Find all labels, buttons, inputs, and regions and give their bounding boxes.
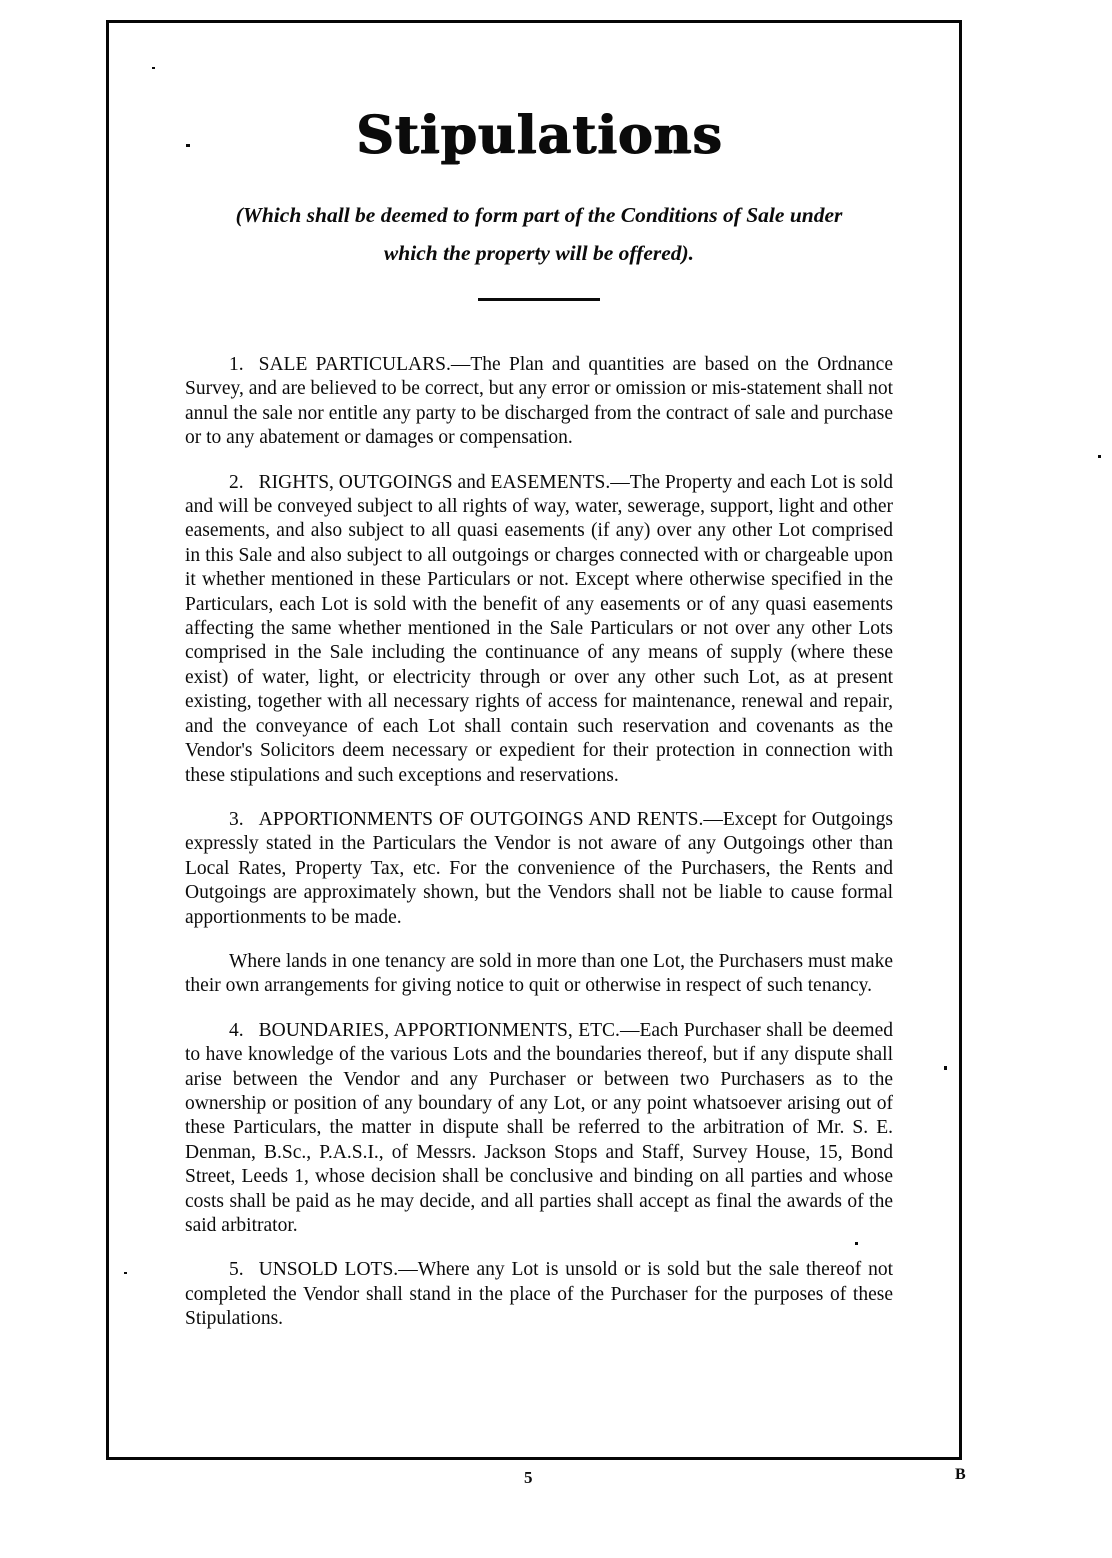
paragraph-number: 1. [229,354,244,375]
subtitle-line-2: which the property will be offered). [383,241,695,265]
paragraph-body: —Each Purchaser shall be deemed to have knowledge of the various Lots and the boundaries thereof, but if any dispute shall arise between the Vendor and any Purchaser or between two Purchasers as to the ownership or position of any boundary of any Lot, or any point whatsoever arising out of these Particulars, the matter in dispute shall be referred to the arbitration of Mr. S. E. Denman, B.Sc., P.A.S.I., of Messrs. Jackson Stops and Staff, Survey House, 15, Bond Street, Leeds 1, whose decision shall be conclusive and binding on all parties and whose costs shall be paid as he may decide, and all parties shall accept as final the awards of the said arbitrator. [185,1019,893,1236]
stipulation-paragraph-3 [185,808,893,930]
paragraph-number: 5. [229,1259,244,1281]
subtitle-line-1: (Which shall be deemed to form part of the Conditions of Sale under [235,203,843,227]
scan-speck [944,1066,947,1070]
stipulation-paragraph-5 [185,1258,893,1331]
paragraph-heading: APPORTIONMENTS OF OUTGOINGS AND RENTS. [258,808,704,830]
scan-speck [152,67,155,69]
printers-mark: B [955,1466,967,1483]
paragraph-body: —Except for Outgoings expressly stated in the Particulars the Vendor is not aware of any Outgoings other than Local Rates, Property Tax, etc. For the convenience of the Purchasers, the Rents and Outgoings are approximately shown, but the Vendors shall not be liable to cause formal apportionments to be made. [185,808,893,928]
divider-rule [478,298,600,301]
page-border-frame [106,20,962,1460]
stipulation-paragraph-4 [185,1019,893,1239]
paragraph-body: —Where any Lot is unsold or is sold but the sale thereof not completed the Vendor shall stand in the place of the Purchaser for the purposes of these Stipulations. [185,1259,893,1330]
paragraph-heading: RIGHTS, OUTGOINGS and EASEMENTS. [258,471,611,493]
page-title: Stipulations [355,105,723,166]
paragraph-heading: UNSOLD LOTS. [258,1259,399,1281]
page-number: 5 [524,1468,533,1487]
paragraph-number: 2. [229,471,244,493]
scan-speck [1098,455,1101,458]
paragraph-heading: SALE PARTICULARS. [258,354,451,375]
stipulation-paragraph-1 [185,353,893,451]
paragraph-body: —The Plan and quantities are based on the Ordnance Survey, and are believed to be correct, but any error or omission or mis-statement shall not annul the sale nor entitle any party to be discharged from the contract of sale and purchase or to any abatement or damages or compensation. [185,354,893,449]
stipulation-paragraph-3-continuation [185,950,893,999]
scan-speck [186,144,190,147]
stipulation-paragraph-2 [185,471,893,788]
paragraph-heading: BOUNDARIES, APPORTIONMENTS, ETC. [258,1019,620,1041]
scan-speck [855,1242,858,1245]
paragraph-body: —The Property and each Lot is sold and will be conveyed subject to all rights of way, water, sewerage, support, light and other easements, and also subject to all quasi easements (if any) over any other Lot comprised in this Sale and also subject to all outgoings or charges connected with or chargeable upon it whether mentioned in these Particulars or not. Except where otherwise specified in the Particulars, each Lot is sold with the benefit of any easements or of any quasi easements affecting the same whether mentioned in the Sale Particulars or not over any other Lots comprised in the Sale including the continuance of any means of supply (where these exist) of water, light, or electricity through or over any other such Lot, as at present existing, together with all necessary rights of access for maintenance, renewal and repair, and the conveyance of each Lot shall contain such reservation and covenants as the Vendor's Solicitors deem necessary or expedient for their protection in connection with these stipulations and such exceptions and reservations. [185,471,893,786]
paragraph-number: 4. [229,1019,244,1041]
scan-speck [124,1272,127,1274]
document-body [185,353,893,1332]
subtitle [185,196,893,272]
paragraph-number: 3. [229,808,244,830]
paragraph-body: Where lands in one tenancy are sold in more than one Lot, the Purchasers must make their own arrangements for giving notice to quit or otherwise in respect of such tenancy. [185,950,893,997]
